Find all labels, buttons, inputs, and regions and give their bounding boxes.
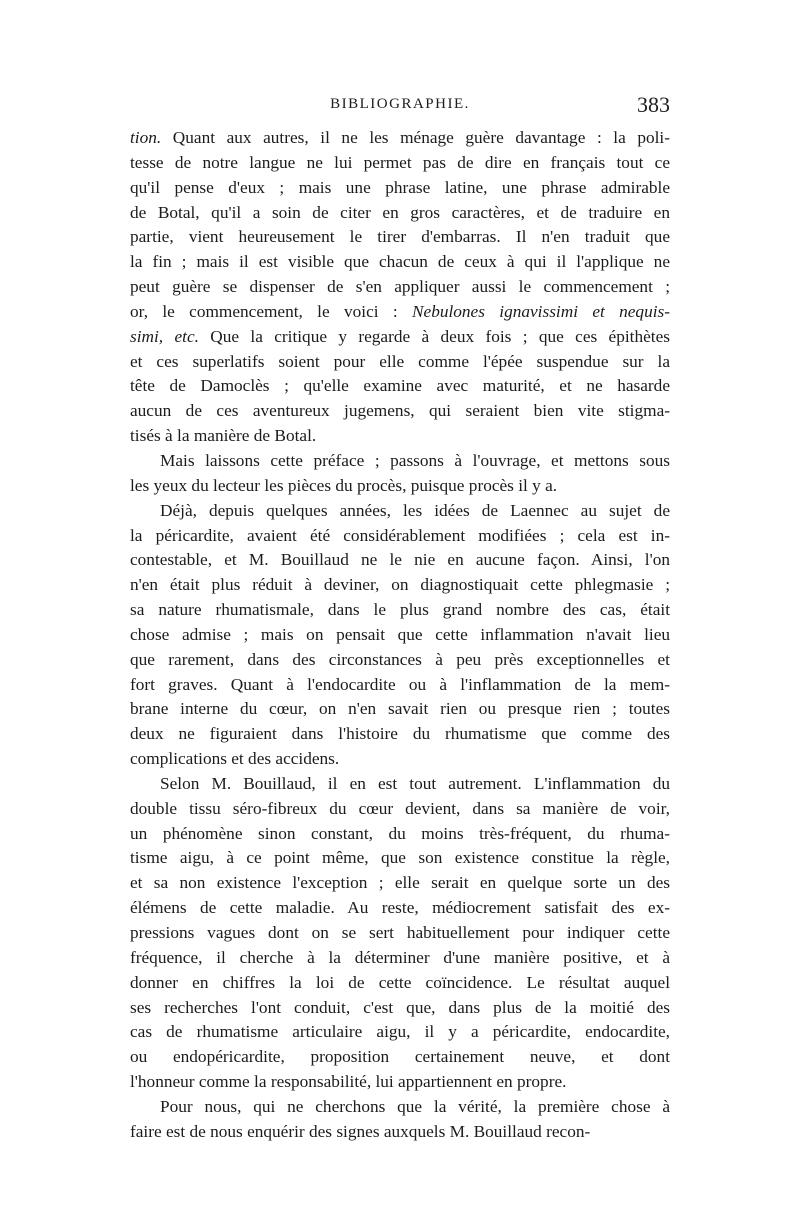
text-line: Mais laissons cette préface ; passons à l'ouvrage, et mettons sous [160, 450, 670, 470]
text-line: de Botal, qu'il a soin de citer en gros caractères, et de traduire en [130, 202, 670, 222]
text-line: tête de Damoclès ; qu'elle examine avec maturité, et ne hasarde [130, 376, 670, 396]
text-line: sa nature rhumatismale, dans le plus grand nombre des cas, était [130, 600, 670, 620]
text-line: deux ne figuraient dans l'histoire du rhumatisme que comme des [130, 724, 670, 744]
text-line: pressions vagues dont on se sert habituellement pour indiquer cette [130, 923, 670, 942]
text-line: qu'il pense d'eux ; mais une phrase latine, une phrase admirable [130, 177, 670, 197]
text-line: la fin ; mais il est visible que chacun de ceux à qui il l'applique ne [130, 252, 670, 272]
text-line: complications et des accidens. [130, 749, 340, 769]
text-line: cas de rhumatisme articulaire aigu, il y a péricardite, endocardite, [130, 1022, 670, 1042]
text-line: ses recherches l'ont conduit, c'est que, dans plus de la moitié des [130, 997, 670, 1017]
running-head [130, 92, 670, 126]
text-line: contestable, et M. Bouillaud ne le nie en aucune façon. Ainsi, l'on [130, 550, 670, 570]
text-line: faire est de nous enquérir des signes auxquels M. Bouillaud recon- [130, 1121, 591, 1141]
text-line: or, le commencement, le voici : Nebulones ignavissimi et nequis- [130, 301, 670, 321]
text-line: tesse de notre langue ne lui permet pas de dire en français tout ce [130, 152, 670, 172]
running-title: BIBLIOGRAPHIE. [330, 96, 470, 112]
text-line: Déjà, depuis quelques années, les idées de Laennec au sujet de [160, 500, 670, 520]
text-line: donner en chiffres la loi de cette coïncidence. Le résultat auquel [130, 972, 670, 992]
text-line: ou endopéricardite, proposition certainement neuve, et dont [130, 1047, 670, 1067]
text-line: et sa non existence l'exception ; elle serait en quelque sorte un des [130, 873, 670, 893]
paragraph-p4 [130, 772, 670, 1095]
book-page [130, 92, 670, 1145]
text-line: peut guère se dispenser de s'en appliquer aussi le commencement ; [130, 277, 670, 297]
text-line: que rarement, dans des circonstances à peu près exceptionnelles et [130, 649, 670, 669]
text-line: et ces superlatifs soient pour elle comme l'épée suspendue sur la [130, 351, 670, 371]
text-line: brane interne du cœur, on n'en savait rien ou presque rien ; toutes [130, 699, 670, 719]
text-line: fréquence, il cherche à la déterminer d'une manière positive, et à [130, 947, 670, 967]
text-line: la péricardite, avaient été considérablement modifiées ; cela est in- [130, 525, 670, 545]
page-number: 383 [637, 92, 670, 117]
body-text [130, 126, 670, 1145]
text-line: un phénomène sinon constant, du moins très-fréquent, du rhuma- [130, 823, 670, 843]
text-line: chose admise ; mais on pensait que cette inflammation n'avait lieu [130, 624, 670, 644]
text-line: tion. Quant aux autres, il ne les ménage guère davantage : la poli- [130, 128, 670, 147]
text-line: double tissu séro-fibreux du cœur devient, dans sa manière de voir, [130, 798, 670, 818]
text-line: tisés à la manière de Botal. [130, 426, 317, 446]
text-line: Pour nous, qui ne cherchons que la vérité, la première chose à [160, 1096, 670, 1116]
paragraph-p1 [130, 126, 670, 449]
text-line: simi, etc. Que la critique y regarde à deux fois ; que ces épithètes [130, 326, 670, 346]
text-line: l'honneur comme la responsabilité, lui appartiennent en propre. [130, 1072, 567, 1092]
text-line: partie, vient heureusement le tirer d'embarras. Il n'en traduit que [130, 227, 670, 247]
text-line: fort graves. Quant à l'endocardite ou à l'inflammation de la mem- [130, 674, 670, 694]
paragraph-p2 [130, 449, 670, 499]
text-line: Selon M. Bouillaud, il en est tout autrement. L'inflammation du [160, 773, 670, 793]
text-line: élémens de cette maladie. Au reste, médiocrement satisfait des ex- [130, 898, 670, 918]
text-line: aucun de ces aventureux jugemens, qui seraient bien vite stigma- [130, 401, 670, 421]
paragraph-p3 [130, 499, 670, 772]
paragraph-p5 [130, 1095, 670, 1145]
text-line: tisme aigu, à ce point même, que son existence constitue la règle, [130, 848, 670, 868]
text-line: les yeux du lecteur les pièces du procès, puisque procès il y a. [130, 475, 558, 495]
text-line: n'en était plus réduit à deviner, on diagnostiquait cette phlegmasie ; [130, 575, 670, 595]
